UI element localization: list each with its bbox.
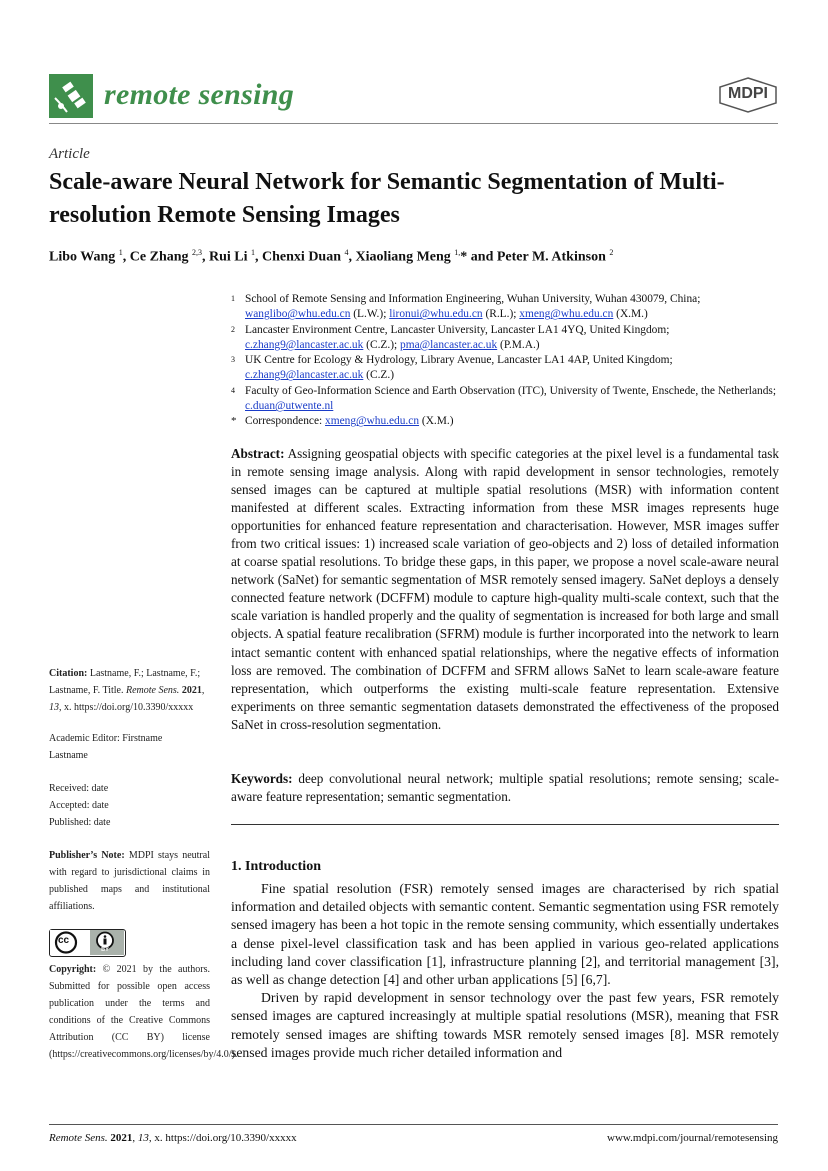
cc-glyph: cc [58, 935, 70, 946]
received-date: Received: date [49, 783, 109, 794]
email-link[interactable]: c.duan@utwente.nl [245, 400, 334, 413]
cc-by-label: BY [101, 947, 109, 953]
affiliation-number: 3 [231, 355, 235, 365]
email-link[interactable]: lironui@whu.edu.cn [389, 308, 483, 321]
keywords-label: Keywords: [231, 771, 293, 786]
author-list: Libo Wang $^1$, Ce Zhang $^{2,3}$, Rui Li $^1$, Chenxi Duan $^4$, Xiaoliang Meng $^{1,}$* and Peter M. Atkinson $^2$ [49, 248, 614, 265]
affiliation-item: 4 Faculty of Geo-Information Science and Earth Observation (ITC), University of Twente, Enschede, the Netherlands; c.duan@utwente.nl [231, 384, 777, 413]
journal-name: remote sensing [104, 78, 295, 111]
correspondence-mark: * [231, 415, 237, 428]
author-name: Ce Zhang [129, 249, 189, 265]
paper-title: Scale-aware Neural Network for Semantic Segmentation of Multi-resolution Remote Sensing Images [49, 169, 725, 228]
keywords [231, 770, 779, 806]
citation-block: Citation: Lastname, F.; Lastname, F.; Lastname, F. Title. Remote Sens. 2021, 13, x. https://doi.org/10.3390/xxxxx [49, 668, 205, 713]
author-affiliation-mark: 4 [344, 248, 349, 257]
corresponding-mark: * [460, 249, 468, 265]
affiliation-item: * Correspondence: xmeng@whu.edu.cn (X.M.) [231, 414, 779, 429]
abstract-label: Abstract: [231, 446, 285, 461]
publisher-name: MDPI [728, 85, 768, 102]
author-affiliation-mark: 1 [251, 248, 256, 257]
copyright-block: Copyright: © 2021 by the authors. Submitted for possible open access publication under the terms and conditions of the Creative Commons Attribution (CC BY) license (https://creativecommons.org/licenses/by/4.0/). [49, 964, 238, 1060]
paragraph: Driven by rapid development in sensor technology over the past few years, FSR remotely sensed images are captured increasingly at multiple spatial resolutions (MSR), meaning that FSR remotely sensed images are shifting towards MSR remotely sensed images [8]. MSR remotely sensed images provide much richer detailed information and [231, 990, 779, 1060]
article-type: Article [49, 146, 90, 162]
affiliation-number: 4 [231, 385, 235, 395]
journal-logo-icon [49, 74, 93, 118]
affiliation-item: 2 Lancaster Environment Centre, Lancaster University, Lancaster LA1 4YQ, United Kingdom; c.zhang9@lancaster.ac.uk (C.Z.); pma@lancaster.ac.uk (P.M.A.) [231, 323, 670, 351]
accepted-date: Accepted: date [49, 800, 109, 811]
affiliation-list [231, 292, 779, 430]
email-link[interactable]: pma@lancaster.ac.uk [400, 338, 498, 351]
author-affiliation-mark: 1, [454, 248, 461, 257]
author-affiliation-mark: 2,3 [192, 248, 203, 257]
footer-divider [49, 1124, 778, 1125]
paragraph: Fine spatial resolution (FSR) remotely sensed images are characterised by rich spatial information and detailed objects with semantic content. Semantic segmentation using FSR remotely sensed imagery has been a hot topic in the remote sensing community, which essentially undertakes a dense pixel-level classification task and has been applied in various geo-related applications including land cover classification [1], infrastructure planning [2], and territorial management [3], as well as change detection [4] and other urban applications [5] [6,7]. [231, 881, 779, 988]
author-name: Xiaoliang Meng [355, 249, 451, 265]
abstract-text: Assigning geospatial objects with specific categories at the pixel level is a fundamental task in remote sensing image analysis. Along with rapid development in sensor technologies, remotely sensed images can be captured at multiple spatial resolutions (MSR) with information content manifested at different scales. Extracting information from these MSR images represents huge opportunities for enhanced feature representation and characterisation. However, MSR images suffer from two critical issues: 1) increased scale variation of geo-objects and 2) loss of detailed information at coarse spatial resolutions. To bridge these gaps, in this paper, we propose a novel scale-aware neural network (SaNet) for semantic segmentation of MSR remotely sensed imagery. SaNet deploys a densely connected feature network (DCFFM) module to capture high-quality multi-scale context, such that the scale variation is handled properly and the quality of segmentation is increased for both large and small objects. A spatial feature recalibration (SFRM) module is further incorporated into the network to learn intact semantic content with enhanced spatial relationships, where the negative effects of information loss are removed. The combination of DCFFM and SFRM allows SaNet to learn scale-aware feature representation, which outperforms the existing multi-scale feature representation. Extensive experiments on three semantic segmentation datasets demonstrated the effectiveness of the proposed SaNet in cross-resolution segmentation. [231, 446, 779, 732]
citation-label: Citation: [49, 668, 88, 679]
author-affiliation-mark: 1 [118, 248, 123, 257]
academic-editor: Academic Editor: Firstname Lastname [49, 733, 163, 761]
affiliation-number: 2 [231, 324, 235, 334]
email-link[interactable]: xmeng@whu.edu.cn [519, 308, 614, 321]
publisher-note: Publisher’s Note: MDPI stays neutral with regard to jurisdictional claims in published maps and institutional affiliations. [49, 850, 210, 912]
email-link[interactable]: wanglibo@whu.edu.cn [245, 308, 351, 321]
affiliation-number: 1 [231, 294, 235, 303]
cc-by-license-icon[interactable] [49, 929, 126, 957]
author-name: Chenxi Duan [262, 249, 341, 265]
email-link[interactable]: c.zhang9@lancaster.ac.uk [245, 369, 364, 382]
email-link[interactable]: c.zhang9@lancaster.ac.uk [245, 338, 364, 351]
author-name: Libo Wang [49, 249, 116, 265]
keywords-text: deep convolutional neural network; multiple spatial resolutions; remote sensing; scale-aware feature representation; semantic segmentation. [231, 771, 779, 804]
published-date: Published: date [49, 817, 111, 828]
section-heading: 1. Introduction [231, 859, 321, 874]
section-divider [231, 824, 779, 825]
email-link[interactable]: xmeng@whu.edu.cn [325, 415, 420, 428]
body-text [231, 880, 779, 1062]
affiliation-item: 1 School of Remote Sensing and Information Engineering, Wuhan University, Wuhan 430079, China; wanglibo@whu.edu.cn (L.W.); lironui@whu.edu.cn (R.L.); xmeng@whu.edu.cn (X.M.) [231, 293, 701, 321]
author-affiliation-mark: 2 [609, 248, 614, 257]
affiliation-item: 3 UK Centre for Ecology & Hydrology, Library Avenue, Lancaster LA1 4AP, United Kingdom; c.zhang9@lancaster.ac.uk (C.Z.) [231, 354, 673, 382]
publisher-logo [718, 77, 778, 113]
author-name: Rui Li [209, 249, 248, 265]
author-name: Peter M. Atkinson [496, 249, 606, 265]
copyright-label: Copyright: [49, 964, 97, 975]
header-divider [49, 123, 778, 124]
abstract [231, 445, 779, 734]
footer-citation: Remote Sens. 2021, 13, x. https://doi.org/10.3390/xxxxx [49, 1132, 297, 1144]
footer-journal-url[interactable]: www.mdpi.com/journal/remotesensing [607, 1132, 778, 1144]
publisher-note-label: Publisher’s Note: [49, 850, 125, 861]
